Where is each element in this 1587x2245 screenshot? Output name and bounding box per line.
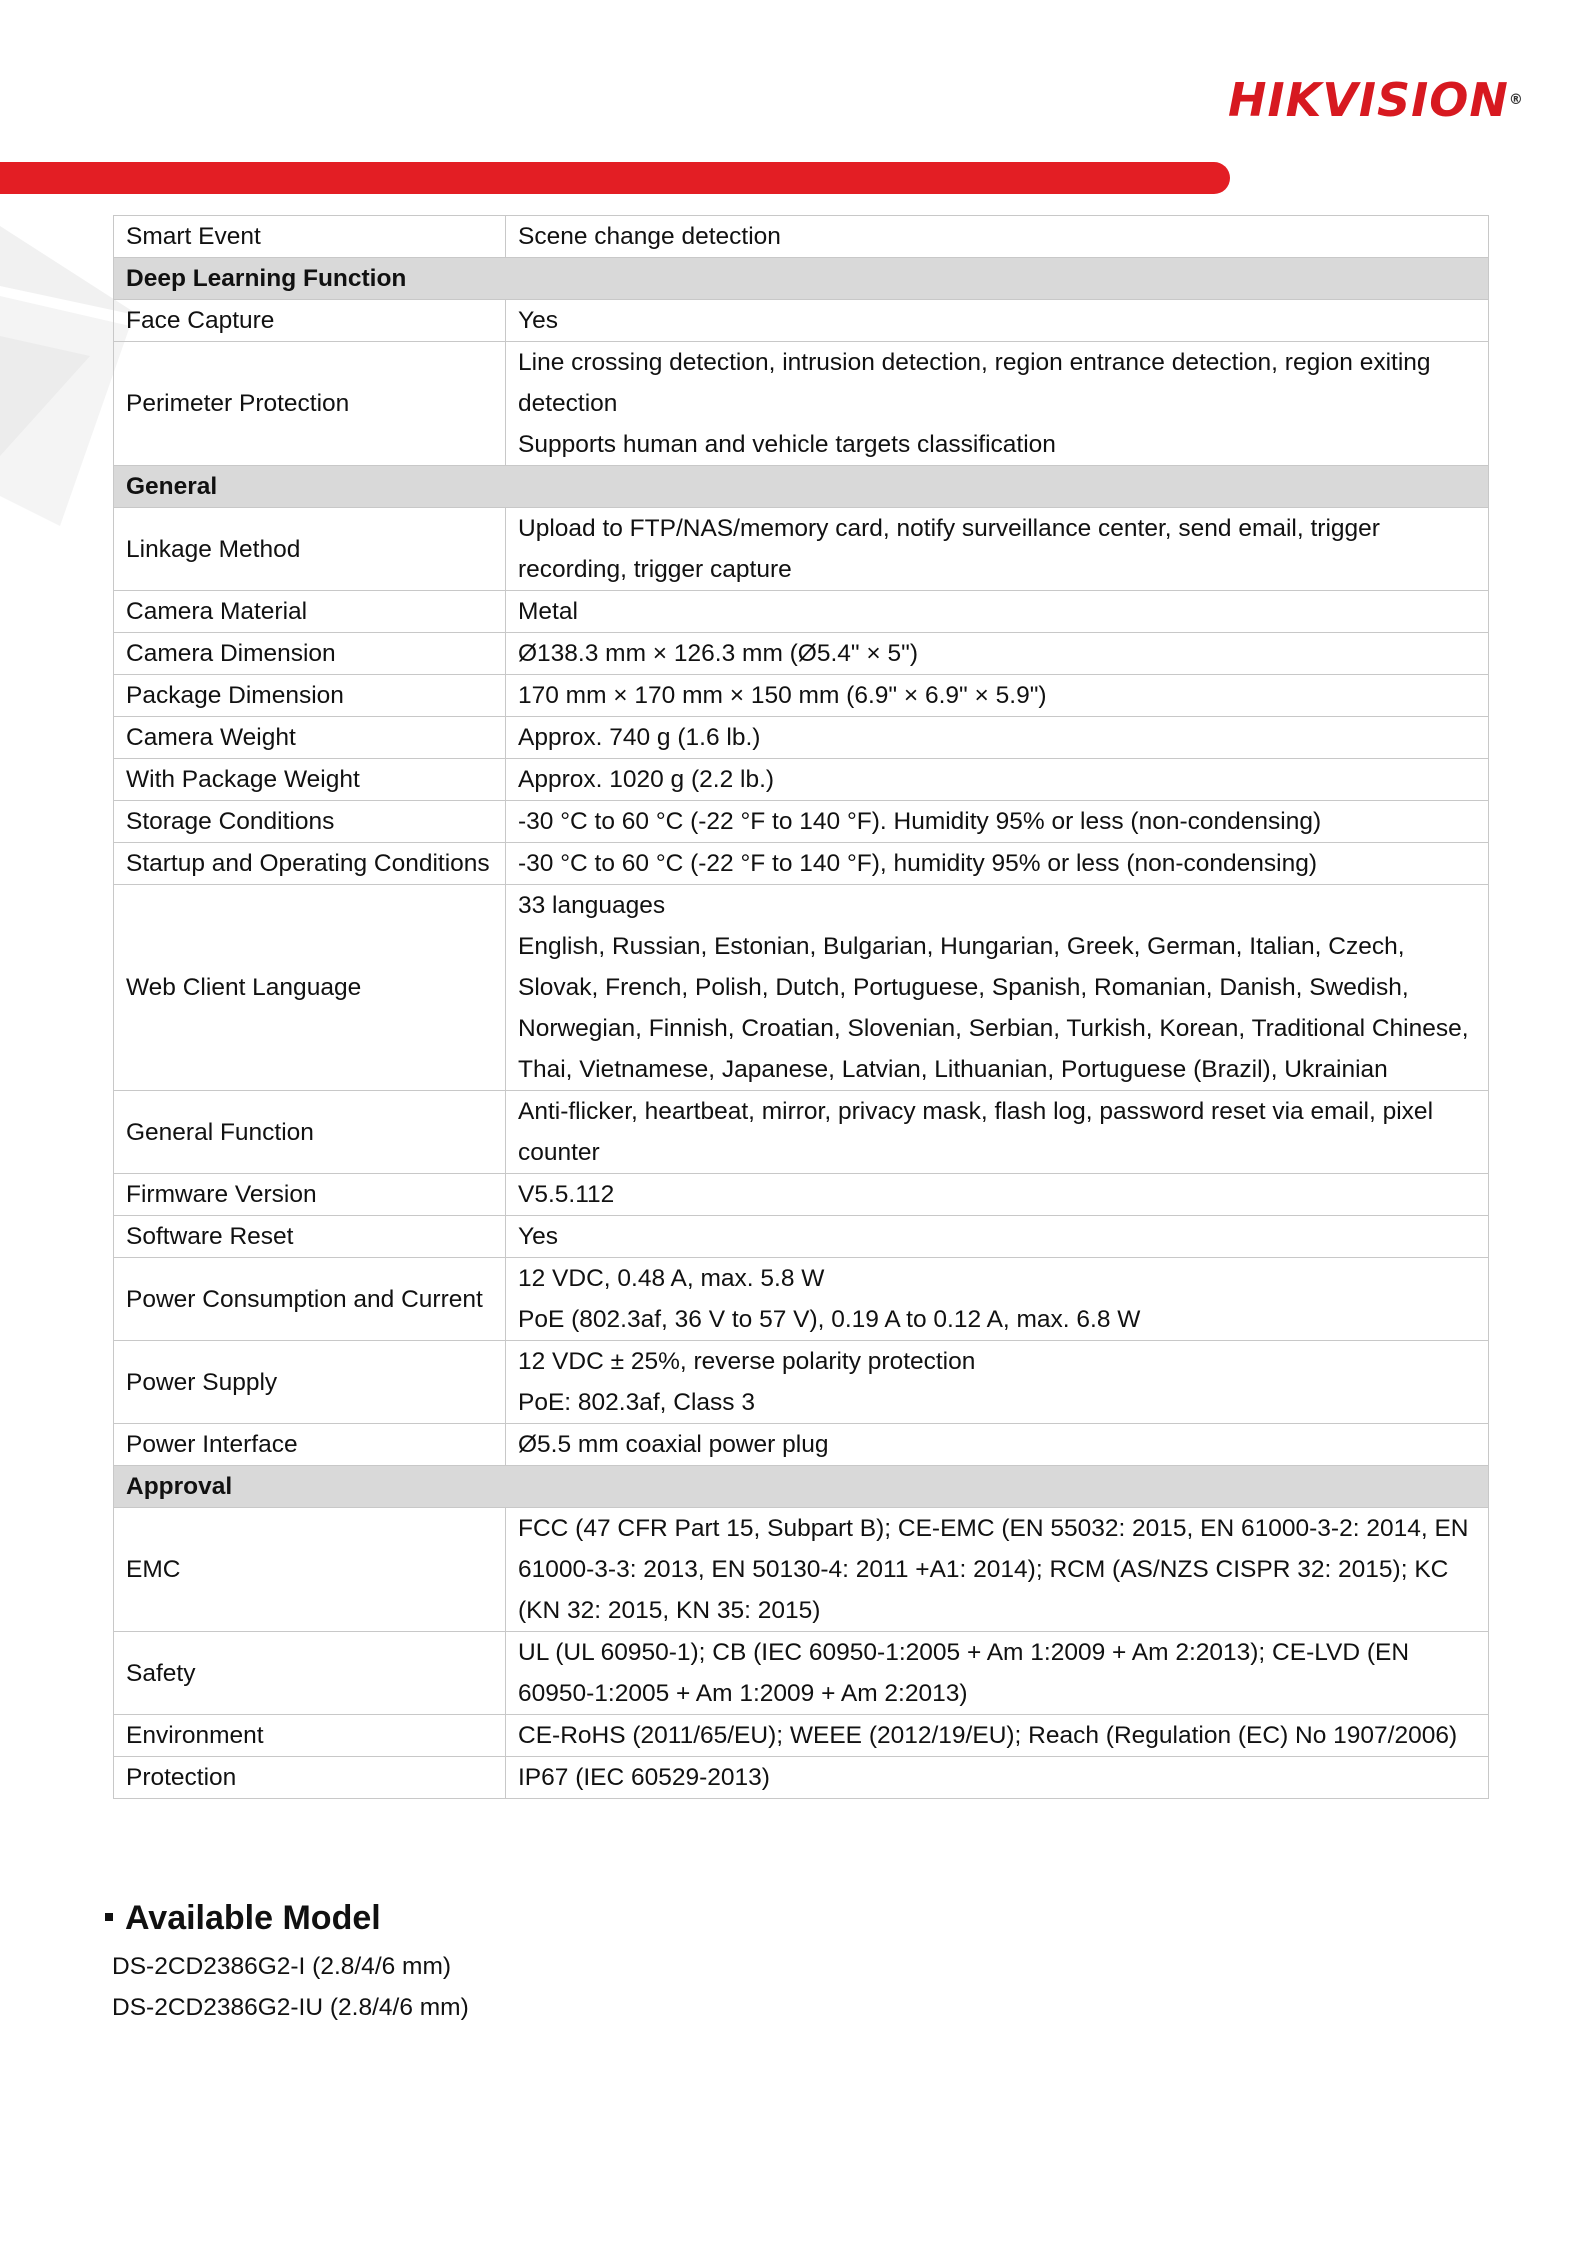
spec-value-line: Upload to FTP/NAS/memory card, notify surveillance center, send email, trigger recording, trigger capture — [518, 515, 1380, 583]
spec-value-line: Approx. 1020 g (2.2 lb.) — [518, 766, 775, 793]
spec-value — [506, 759, 1489, 801]
spec-label: Safety — [114, 1632, 506, 1715]
spec-value-line: Yes — [518, 307, 558, 334]
spec-row — [114, 885, 1489, 1091]
spec-value — [506, 1258, 1489, 1341]
spec-label: Smart Event — [114, 216, 506, 258]
spec-row — [114, 216, 1489, 258]
spec-value-line: Ø138.3 mm × 126.3 mm (Ø5.4" × 5") — [518, 640, 919, 667]
spec-row — [114, 1258, 1489, 1341]
spec-value-line: CE-RoHS (2011/65/EU); WEEE (2012/19/EU); Reach (Regulation (EC) No 1907/2006) — [518, 1722, 1458, 1749]
available-model-heading — [105, 1896, 381, 1940]
spec-value — [506, 300, 1489, 342]
spec-label: Startup and Operating Conditions — [114, 843, 506, 885]
hikvision-logo — [1228, 72, 1524, 128]
spec-label: Face Capture — [114, 300, 506, 342]
spec-label: Power Interface — [114, 1424, 506, 1466]
spec-value — [506, 1174, 1489, 1216]
header-red-bar — [0, 162, 1230, 194]
spec-value — [506, 216, 1489, 258]
spec-row — [114, 591, 1489, 633]
spec-value — [506, 843, 1489, 885]
spec-row — [114, 801, 1489, 843]
spec-row — [114, 843, 1489, 885]
available-model-title: Available Model — [125, 1899, 381, 1937]
spec-row — [114, 759, 1489, 801]
spec-row — [114, 633, 1489, 675]
spec-row — [114, 1216, 1489, 1258]
spec-label: Web Client Language — [114, 885, 506, 1091]
section-header: Approval — [114, 1466, 1489, 1508]
spec-value-line: FCC (47 CFR Part 15, Subpart B); CE-EMC (EN 55032: 2015, EN 61000-3-2: 2014, EN 61000-3-3: 2013, EN 50130-4: 2011 +A1: 2014); RCM (AS/NZS CISPR 32: 2015); KC (KN 32: 2015, KN 35: 2015) — [518, 1515, 1469, 1624]
spec-label: Software Reset — [114, 1216, 506, 1258]
logo-text-hik: HIK — [1228, 73, 1323, 127]
spec-value — [506, 801, 1489, 843]
spec-value-line: Ø5.5 mm coaxial power plug — [518, 1431, 829, 1458]
spec-value-line: 33 languages — [518, 892, 666, 919]
spec-label: Camera Weight — [114, 717, 506, 759]
spec-value-line: Metal — [518, 598, 578, 625]
spec-label: EMC — [114, 1508, 506, 1632]
spec-row — [114, 1341, 1489, 1424]
section-header: Deep Learning Function — [114, 258, 1489, 300]
model-list — [112, 1946, 469, 2028]
logo-registered-mark: ® — [1508, 92, 1524, 108]
spec-value — [506, 675, 1489, 717]
section-header-row — [114, 258, 1489, 300]
spec-value-line: UL (UL 60950-1); CB (IEC 60950-1:2005 + Am 1:2009 + Am 2:2013); CE-LVD (EN 60950-1:2005 + Am 1:2009 + Am 2:2013) — [518, 1639, 1410, 1707]
bullet-icon — [105, 1913, 113, 1921]
spec-label: Camera Dimension — [114, 633, 506, 675]
spec-value-line: PoE: 802.3af, Class 3 — [518, 1389, 755, 1416]
spec-value — [506, 1757, 1489, 1799]
section-header: General — [114, 466, 1489, 508]
logo-text-vision: VISION — [1322, 73, 1509, 127]
spec-row — [114, 1632, 1489, 1715]
spec-value — [506, 1508, 1489, 1632]
spec-value — [506, 1715, 1489, 1757]
spec-label: Storage Conditions — [114, 801, 506, 843]
spec-value-line: Yes — [518, 1223, 558, 1250]
spec-value-line: 12 VDC, 0.48 A, max. 5.8 W — [518, 1265, 825, 1292]
spec-row — [114, 1424, 1489, 1466]
spec-value — [506, 1424, 1489, 1466]
spec-value-line: Supports human and vehicle targets classification — [518, 431, 1056, 458]
spec-value — [506, 633, 1489, 675]
spec-value — [506, 1091, 1489, 1174]
spec-label: Linkage Method — [114, 508, 506, 591]
spec-label: Protection — [114, 1757, 506, 1799]
section-header-row — [114, 466, 1489, 508]
spec-label: Power Supply — [114, 1341, 506, 1424]
spec-value — [506, 1341, 1489, 1424]
spec-value-line: 12 VDC ± 25%, reverse polarity protection — [518, 1348, 976, 1375]
spec-label: With Package Weight — [114, 759, 506, 801]
spec-row — [114, 300, 1489, 342]
spec-value-line: PoE (802.3af, 36 V to 57 V), 0.19 A to 0.12 A, max. 6.8 W — [518, 1306, 1141, 1333]
spec-row — [114, 1715, 1489, 1757]
spec-label: Firmware Version — [114, 1174, 506, 1216]
model-item: DS-2CD2386G2-I (2.8/4/6 mm) — [112, 1953, 452, 1980]
spec-label: General Function — [114, 1091, 506, 1174]
spec-value-line: Anti-flicker, heartbeat, mirror, privacy mask, flash log, password reset via email, pixel counter — [518, 1098, 1434, 1166]
spec-value-line: Scene change detection — [518, 223, 781, 250]
spec-value — [506, 591, 1489, 633]
spec-label: Camera Material — [114, 591, 506, 633]
spec-row — [114, 1757, 1489, 1799]
spec-value — [506, 885, 1489, 1091]
spec-value — [506, 342, 1489, 466]
spec-row — [114, 1091, 1489, 1174]
spec-value-line: -30 °C to 60 °C (-22 °F to 140 °F), humidity 95% or less (non-condensing) — [518, 850, 1318, 877]
spec-row — [114, 717, 1489, 759]
spec-value — [506, 508, 1489, 591]
spec-label: Environment — [114, 1715, 506, 1757]
model-item: DS-2CD2386G2-IU (2.8/4/6 mm) — [112, 1994, 469, 2021]
spec-row — [114, 508, 1489, 591]
spec-label: Perimeter Protection — [114, 342, 506, 466]
spec-value-line: IP67 (IEC 60529-2013) — [518, 1764, 770, 1791]
spec-value — [506, 1632, 1489, 1715]
spec-value-line: English, Russian, Estonian, Bulgarian, Hungarian, Greek, German, Italian, Czech, Slovak, French, Polish, Dutch, Portuguese, Spanish, Romanian, Danish, Swedish, Norwegian, Finnish, Croatian, Slovenian, Serbian, Turkish, Korean, Traditional Chinese, Thai, Vietnamese, Japanese, Latvian, Lithuanian, Portuguese (Brazil), Ukrainian — [518, 933, 1469, 1083]
spec-value — [506, 1216, 1489, 1258]
spec-row — [114, 1174, 1489, 1216]
spec-value-line: Line crossing detection, intrusion detection, region entrance detection, region exiting detection — [518, 349, 1431, 417]
spec-label: Package Dimension — [114, 675, 506, 717]
section-header-row — [114, 1466, 1489, 1508]
spec-value-line: 170 mm × 170 mm × 150 mm (6.9" × 6.9" × 5.9") — [518, 682, 1047, 709]
specification-table — [113, 215, 1489, 1799]
spec-value-line: -30 °C to 60 °C (-22 °F to 140 °F). Humidity 95% or less (non-condensing) — [518, 808, 1322, 835]
spec-value-line: V5.5.112 — [518, 1181, 615, 1208]
spec-row — [114, 675, 1489, 717]
spec-label: Power Consumption and Current — [114, 1258, 506, 1341]
spec-row — [114, 1508, 1489, 1632]
spec-value — [506, 717, 1489, 759]
spec-value-line: Approx. 740 g (1.6 lb.) — [518, 724, 761, 751]
spec-row — [114, 342, 1489, 466]
